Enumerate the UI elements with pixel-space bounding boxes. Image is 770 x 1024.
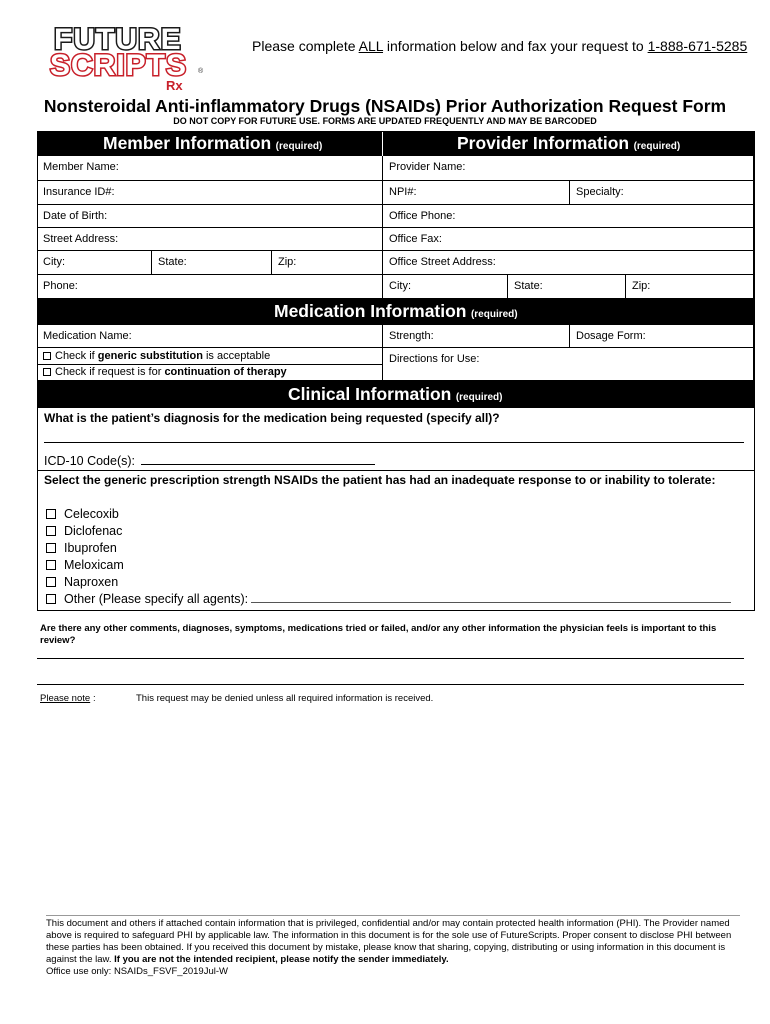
- dosage-form-field[interactable]: [570, 325, 754, 348]
- continuation-prefix: Check if request is for: [55, 366, 165, 378]
- confidentiality-notice: [46, 918, 740, 978]
- comments-line-1[interactable]: [37, 658, 744, 659]
- please-note-label: Please note: [40, 693, 91, 704]
- member-zip-field[interactable]: [272, 251, 383, 275]
- member-city-field[interactable]: [37, 251, 152, 275]
- date-of-birth-label: Date of Birth:: [43, 210, 108, 222]
- continuation-therapy-checkbox[interactable]: [43, 368, 51, 376]
- clinical-heading: Clinical Information: [288, 384, 452, 404]
- checkbox-icon[interactable]: [46, 543, 56, 553]
- fax-all: ALL: [358, 38, 384, 54]
- street-address-label: Street Address:: [43, 233, 119, 245]
- logo-registered-mark: ®: [198, 68, 204, 75]
- footer-bold-text: If you are not the intended recipient, please notify the sender immediately.: [114, 954, 449, 965]
- provider-zip-field[interactable]: [626, 275, 754, 299]
- directions-label: Directions for Use:: [389, 353, 480, 365]
- provider-zip-label: Zip:: [632, 280, 651, 292]
- provider-name-field[interactable]: [383, 156, 754, 181]
- continuation-therapy-row[interactable]: [37, 365, 383, 381]
- option-ibuprofen[interactable]: [46, 541, 117, 555]
- provider-city-field[interactable]: [383, 275, 508, 299]
- footer-divider: [46, 915, 740, 916]
- provider-info-header: [383, 131, 754, 156]
- member-state-field[interactable]: [152, 251, 272, 275]
- date-of-birth-field[interactable]: [37, 205, 383, 228]
- checkbox-icon[interactable]: [46, 560, 56, 570]
- member-city-label: City:: [43, 256, 65, 268]
- office-street-label: Office Street Address:: [389, 256, 496, 268]
- office-fax-field[interactable]: [383, 228, 754, 251]
- provider-state-label: State:: [514, 280, 543, 292]
- futurescripts-logo: [48, 23, 208, 93]
- insurance-id-label: Insurance ID#:: [43, 186, 115, 198]
- icd-label: ICD-10 Code(s):: [44, 454, 135, 468]
- provider-city-label: City:: [389, 280, 411, 292]
- option-label: Celecoxib: [64, 507, 119, 521]
- form-title: Nonsteroidal Anti-inflammatory Drugs (NSAIDs) Prior Authorization Request Form: [43, 96, 727, 116]
- logo-line-future: FUTURE: [54, 23, 182, 56]
- comments-line-2[interactable]: [37, 684, 744, 685]
- option-meloxicam[interactable]: [46, 558, 124, 572]
- directions-field[interactable]: [383, 348, 754, 381]
- dosage-form-label: Dosage Form:: [576, 330, 646, 342]
- logo-line-scripts: SCRIPTS: [50, 49, 188, 82]
- continuation-bold: continuation of therapy: [164, 366, 287, 378]
- generic-prefix: Check if: [55, 350, 98, 362]
- npi-label: NPI#:: [389, 186, 417, 198]
- strength-field[interactable]: [383, 325, 570, 348]
- office-street-field[interactable]: [383, 251, 754, 275]
- specialty-label: Specialty:: [576, 186, 624, 198]
- option-other-label: Other (Please specify all agents):: [64, 592, 249, 606]
- option-diclofenac[interactable]: [46, 524, 122, 538]
- other-agents-line[interactable]: [251, 592, 731, 603]
- footer-text: This document and others if attached contain information that is privileged, confidential and/or may contain protected health information (PHI). The Provider named above is required to safeguard PHI by applicable law. The information in this document is for the sole use of FutureScripts. Proper consent to disclose PHI between these parties has been obtained. If you received this document by mistake, please know that sharing, copying, distributing or using information in this document is against the law.: [46, 918, 732, 965]
- npi-field[interactable]: [383, 181, 570, 205]
- option-celecoxib[interactable]: [46, 507, 119, 521]
- please-note-text: This request may be denied unless all required information is received.: [136, 693, 434, 704]
- medication-heading: Medication Information: [274, 301, 467, 321]
- option-label: Naproxen: [64, 575, 119, 589]
- checkbox-icon[interactable]: [46, 577, 56, 587]
- provider-heading: Provider Information: [457, 133, 630, 153]
- member-phone-label: Phone:: [43, 280, 78, 292]
- member-name-field[interactable]: [37, 156, 383, 181]
- fax-prefix: Please complete: [252, 38, 359, 54]
- comments-question: Are there any other comments, diagnoses, symptoms, medications tried or failed, and/or any other information the physician feels is important to this review?: [40, 623, 717, 646]
- office-fax-label: Office Fax:: [389, 233, 442, 245]
- form-subtitle: DO NOT COPY FOR FUTURE USE. FORMS ARE UPDATED FREQUENTLY AND MAY BE BARCODED: [173, 116, 597, 126]
- generic-nsaid-question: Select the generic prescription strength NSAIDs the patient has had an inadequate response to or inability to tolerate:: [44, 473, 716, 487]
- specialty-field[interactable]: [570, 181, 754, 205]
- checkbox-icon[interactable]: [46, 526, 56, 536]
- medication-info-header: [37, 299, 754, 325]
- option-other[interactable]: [46, 592, 731, 606]
- fax-number[interactable]: 1-888-671-5285: [647, 38, 748, 54]
- clinical-divider: [37, 470, 754, 471]
- generic-substitution-checkbox[interactable]: [43, 352, 51, 360]
- clinical-required: (required): [455, 392, 503, 403]
- icd-codes-field[interactable]: [44, 453, 375, 468]
- medication-name-label: Medication Name:: [43, 330, 132, 342]
- option-naproxen[interactable]: [46, 575, 118, 589]
- member-info-header: [37, 131, 382, 156]
- generic-suffix: is acceptable: [202, 350, 271, 362]
- office-phone-field[interactable]: [383, 205, 754, 228]
- checkbox-icon[interactable]: [46, 509, 56, 519]
- member-heading: Member Information: [103, 133, 272, 153]
- option-label: Diclofenac: [64, 524, 123, 538]
- generic-bold: generic substitution: [97, 350, 203, 362]
- fax-instructions: [252, 38, 747, 54]
- clinical-info-header: [37, 381, 754, 408]
- provider-state-field[interactable]: [508, 275, 626, 299]
- please-note-colon: :: [93, 693, 96, 704]
- member-phone-field[interactable]: [37, 275, 383, 299]
- member-required: (required): [275, 141, 323, 152]
- checkbox-icon[interactable]: [46, 594, 56, 604]
- option-label: Meloxicam: [64, 558, 124, 572]
- provider-required: (required): [633, 141, 681, 152]
- office-use-code: Office use only: NSAIDs_FSVF_2019Jul-W: [46, 966, 228, 977]
- street-address-field[interactable]: [37, 228, 383, 251]
- strength-label: Strength:: [389, 330, 434, 342]
- diagnosis-answer-line[interactable]: [44, 442, 744, 443]
- provider-name-label: Provider Name:: [389, 161, 466, 173]
- medication-name-field[interactable]: [37, 325, 383, 348]
- office-phone-label: Office Phone:: [389, 210, 456, 222]
- member-name-label: Member Name:: [43, 161, 119, 173]
- icd-answer-line[interactable]: [141, 453, 375, 465]
- fax-middle: information below and fax your request to: [383, 38, 648, 54]
- member-zip-label: Zip:: [278, 256, 297, 268]
- medication-required: (required): [470, 309, 518, 320]
- diagnosis-question: What is the patient’s diagnosis for the medication being requested (specify all)?: [44, 411, 500, 425]
- option-label: Ibuprofen: [64, 541, 117, 555]
- member-state-label: State:: [158, 256, 187, 268]
- insurance-id-field[interactable]: [37, 181, 383, 205]
- generic-substitution-row[interactable]: [37, 348, 383, 365]
- logo-rx-mark: Rx: [166, 78, 183, 93]
